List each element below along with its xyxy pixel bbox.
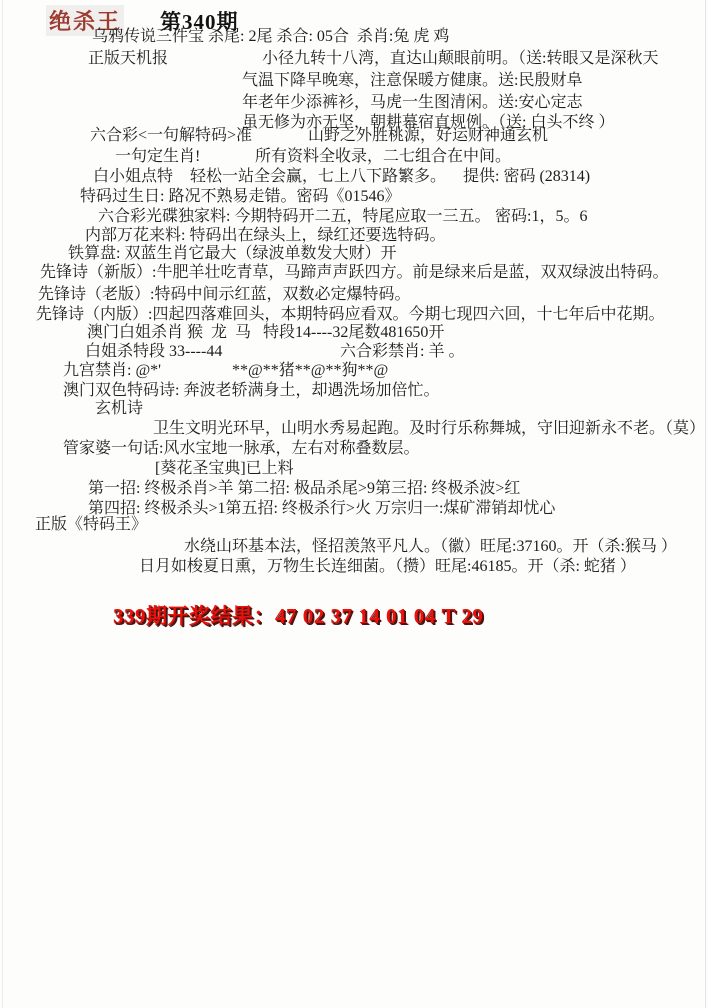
baijie-sha-teduan-seg-0: 白姐杀特段 33----44 (85, 343, 223, 360)
temawang-label: 正版《特码王》 (35, 516, 148, 533)
one-sentence-shengxiao-seg-1: 所有资料全收录，二七组合在中间。 (255, 148, 512, 165)
tiesuanpan: 铁算盘: 双蓝生肖它最大（绿波单数发大财）开 (68, 245, 397, 262)
macau-baijie-shaxiao-seg-1: 特段14----32尾数481650开 (263, 324, 445, 341)
issue-number: 第340期 (160, 10, 239, 34)
jiugong-jinxiao-seg-1: **@**猪**@**狗**@ (232, 362, 389, 379)
macau-baijie-shaxiao-seg-0: 澳门白姐杀肖 猴 龙 马 (87, 324, 252, 341)
one-sentence-shengxiao-seg-0: 一句定生肖! (115, 148, 201, 165)
liuhecai-cd-exclusive-seg-0: 六合彩光碟独家料: 今期特码开二五，特尾应取一三五。 (98, 208, 491, 225)
tianji-poem-2: 气温下降早晚寒，注意保暖方健康。送:民殷财阜 (242, 72, 583, 89)
temawang-poem-2: 日月如梭夏日熏，万物生长连细菌。（攒）旺尾:46185。开（杀: 蛇猪 ） (139, 558, 636, 575)
tianji-report-seg-0: 正版天机报 (88, 50, 169, 67)
tianji-report-seg-1: 小径九转十八湾，直达山颠眼前明。（送:转眼又是深秋天 (262, 50, 659, 67)
xianfengshi-inner: 先锋诗（内版）:四起四落难回头，本期特码应看双。今期七现四六回，十七年后中花期。 (36, 306, 665, 323)
one-sentence-jiema-seg-1: 山野之外胜桃源，好运财神通玄机 (308, 127, 549, 144)
tianji-poem-3: 年老年少添裤衫，马虎一生图清闲。送:安心定志 (242, 94, 583, 111)
temawang-poem-1: 水绕山环基本法，怪招羡煞平凡人。（徽）旺尾:37160。开（杀:猴马 ） (184, 538, 677, 555)
xianfengshi-new: 先锋诗（新版）:牛肥羊壮吃青草，马蹄声声跃四方。前是绿来后是蓝，双双绿波出特码。 (40, 264, 669, 281)
jiugong-jinxiao-seg-0: 九宫禁肖: @*' (63, 362, 162, 379)
crow-three-treasures: 乌鸦传说三件宝 杀尾: 2尾 杀合: 05合 杀肖:兔 虎 鸡 (92, 28, 450, 45)
baixiaojie-diante-seg-0: 白小姐点特 (93, 168, 174, 185)
baijie-sha-teduan-seg-1: 六合彩禁肖: 羊 。 (340, 343, 465, 360)
xuanjishi-poem: 卫生文明光环早，山明水秀易起跑。及时行乐称舞城，守旧迎新永不老。（莫） (153, 420, 706, 437)
zhao-1-to-3: 第一招: 终极杀肖>羊 第二招: 极品杀尾>9第三招: 终极杀波>红 (88, 480, 521, 497)
baixiaojie-diante-seg-1: 轻松一站全会赢，七上八下路繁多。 (190, 168, 447, 185)
tema-birthday: 特码过生日: 路况不熟易走错。密码《01546》 (80, 188, 401, 205)
kuihua-baodian: [葵花圣宝典]已上料 (155, 460, 294, 477)
liuhecai-cd-exclusive-seg-1: 密码:1，5。6 (495, 208, 588, 225)
xianfengshi-old: 先锋诗（老版）:特码中间示红蓝，双数必定爆特码。 (38, 286, 411, 303)
baixiaojie-diante-seg-2: 提供: 密码 (28314) (463, 168, 591, 185)
internal-wanhua: 内部万花来料: 特码出在绿头上，绿红还要选特码。 (85, 227, 446, 244)
page-title: 绝杀王 (46, 5, 124, 36)
one-sentence-jiema-seg-0: 六合彩<一句解特码>准 (90, 127, 253, 144)
xuanjishi-label: 玄机诗 (95, 400, 144, 417)
macau-shuangse-temashi: 澳门双色特码诗: 奔波老轿满身土，却遇洗场加倍忙。 (63, 382, 440, 399)
tianji-poem-4: 虽无修为亦无坚，朝耕幕宿直规例。（送: 白头不终 ） (242, 114, 615, 131)
guanjiapo: 管家婆一句话:风水宝地一脉承，左右对称叠数层。 (63, 440, 420, 457)
previous-draw-result: 339期开奖结果：47 02 37 14 01 04 T 29 (113, 604, 484, 628)
zhao-4-to-5: 第四招: 终极杀头>1第五招: 终极杀行>火 万宗归一:煤矿滞销却忧心 (88, 500, 556, 517)
